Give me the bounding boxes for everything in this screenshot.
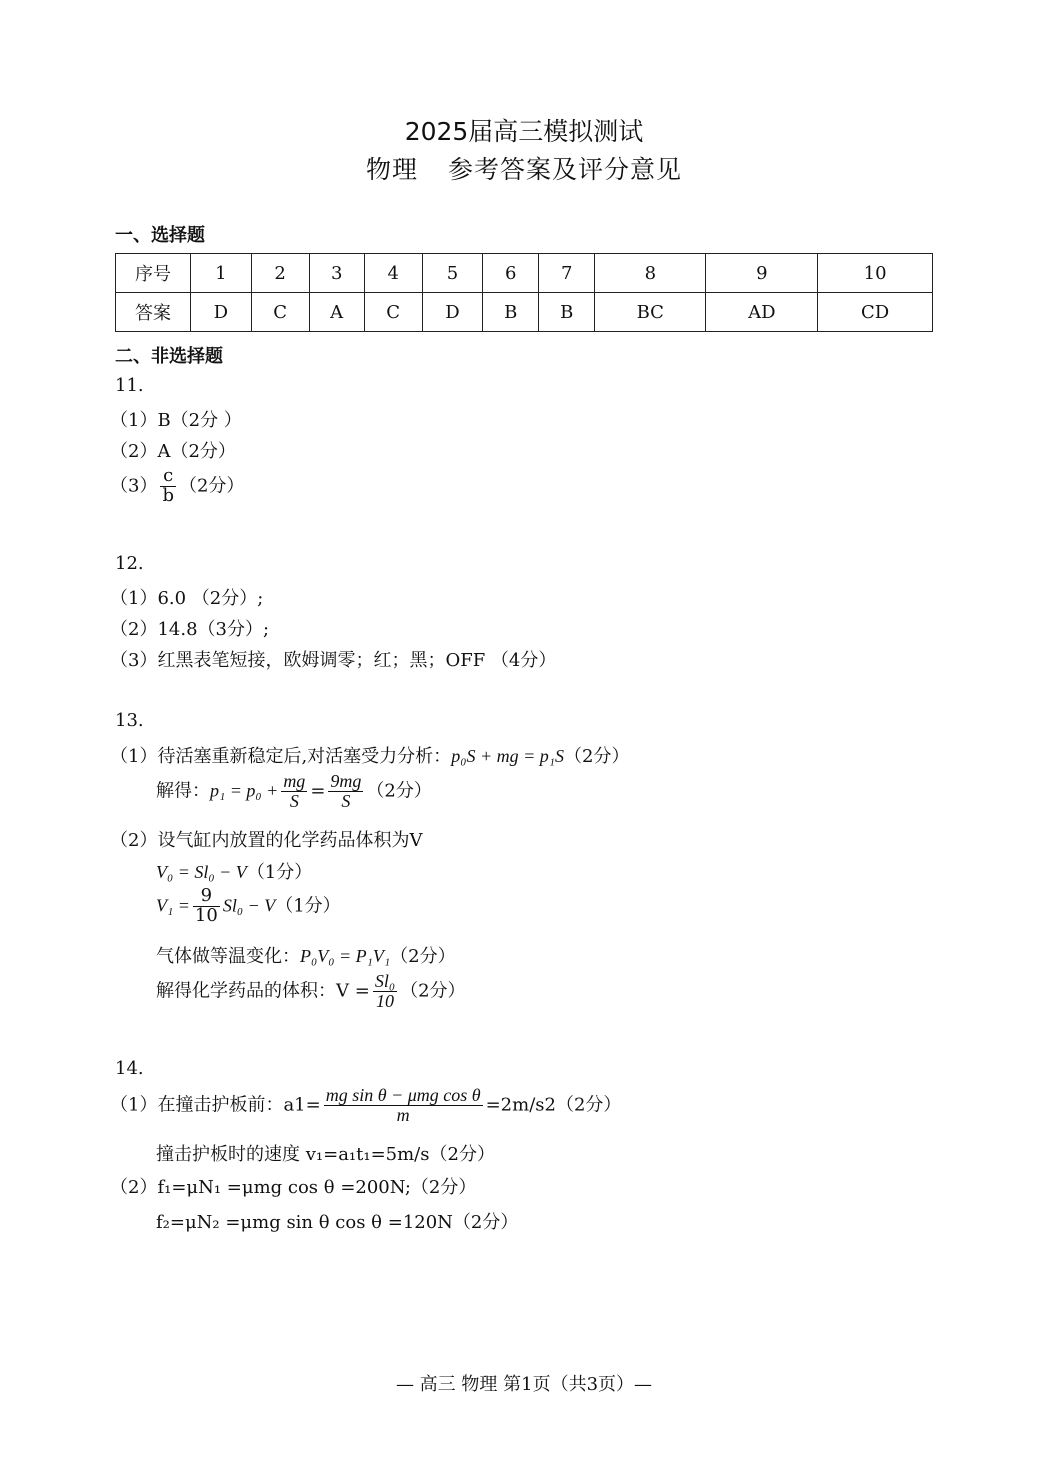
q12-number: 12. — [115, 553, 144, 574]
q13-v0-line — [156, 858, 312, 884]
fraction-denominator: b — [162, 484, 174, 506]
table-cell: 2 — [251, 254, 309, 293]
q13-volume-text: 解得化学药品的体积：V = — [156, 980, 370, 1002]
q13-part1-score: （2分） — [564, 746, 630, 767]
q12-part1: （1）6.0 （2分）; — [110, 588, 264, 609]
q13-isothermal-text: 气体做等温变化： — [156, 946, 300, 967]
table-cell: 7 — [539, 254, 595, 293]
q13-number: 13. — [115, 710, 144, 731]
table-cell: D — [422, 293, 483, 332]
table-cell: D — [191, 293, 252, 332]
table-cell: 9 — [706, 254, 818, 293]
q14-part2a: （2）f₁=μN₁ =μmg cos θ =200N;（2分） — [110, 1177, 477, 1198]
q13-fraction-2 — [328, 772, 363, 811]
row-label-answer: 答案 — [116, 293, 191, 332]
q11-part3-label: （3） — [110, 475, 158, 497]
answer-table — [115, 253, 933, 332]
fraction-numerator: Sl₀ — [374, 971, 396, 991]
q12-part3: （3）红黑表笔短接，欧姆调零；红；黑；OFF （4分） — [110, 650, 557, 671]
fraction-denominator: S — [341, 790, 351, 811]
section2-heading: 二、非选择题 — [115, 346, 223, 367]
table-cell: BC — [595, 293, 706, 332]
fraction-numerator: 9 — [193, 887, 220, 907]
q13-part1-result — [156, 772, 432, 811]
fraction-numerator: 9mg — [330, 771, 362, 791]
q13-v0-score: （1分） — [246, 862, 313, 883]
fraction-denominator: m — [396, 1104, 410, 1125]
table-cell: 4 — [364, 254, 422, 293]
table-cell: A — [309, 293, 364, 332]
q13-fraction-1 — [281, 772, 307, 811]
table-cell: B — [483, 293, 539, 332]
row-label-number: 序号 — [116, 254, 191, 293]
title-subtitle: 参考答案及评分意见 — [448, 155, 683, 184]
q11-part3-score: （2分） — [178, 475, 245, 497]
q11-part2: （2）A（2分） — [110, 441, 236, 462]
table-cell: C — [251, 293, 309, 332]
q14-part2b: f₂=μN₂ =μmg sin θ cos θ =120N（2分） — [156, 1212, 519, 1233]
table-cell: C — [364, 293, 422, 332]
q13-part1-equation: p₀S + mg = p₁S — [451, 746, 564, 766]
section1-heading: 一、选择题 — [115, 225, 205, 246]
table-cell: 10 — [818, 254, 933, 293]
q13-isothermal-line — [156, 942, 456, 968]
q11-part1: （1）B（2分 ） — [110, 410, 242, 431]
q13-v1-line — [156, 887, 341, 926]
q14-part1 — [110, 1086, 621, 1125]
fraction-numerator: mg — [283, 771, 306, 791]
q13-isothermal-equation: P₀V₀ = P₁V₁ — [300, 946, 391, 966]
q13-part2: （2）设气缸内放置的化学药品体积为V — [110, 830, 423, 851]
table-cell: 5 — [422, 254, 483, 293]
table-cell: 1 — [191, 254, 252, 293]
q13-v0-equation: V₀ = Sl₀ − V — [156, 862, 247, 882]
q13-result-score: （2分） — [366, 780, 432, 802]
table-row — [116, 254, 933, 293]
q11-part3 — [110, 467, 244, 506]
q13-result-equals: = — [310, 780, 326, 802]
title-subject: 物理 — [365, 155, 418, 184]
table-cell: 6 — [483, 254, 539, 293]
q12-part2: （2）14.8（3分）; — [110, 619, 270, 640]
q11-fraction — [160, 467, 176, 506]
q13-v1-rhs: Sl₀ − V — [222, 895, 276, 916]
table-cell: AD — [706, 293, 818, 332]
q13-result-label: 解得： — [156, 780, 210, 802]
table-cell: B — [539, 293, 595, 332]
fraction-denominator: 10 — [194, 904, 218, 926]
q13-part1-text: （1）待活塞重新稳定后,对活塞受力分析： — [110, 746, 452, 767]
table-cell: 8 — [595, 254, 706, 293]
q14-velocity: 撞击护板时的速度 v₁=a₁t₁=5m/s（2分） — [156, 1144, 495, 1165]
table-cell: 3 — [309, 254, 364, 293]
q11-number: 11. — [115, 375, 144, 396]
title-line1: 2025届高三模拟测试 — [404, 117, 644, 146]
q13-part1 — [110, 742, 629, 768]
q14-fraction — [324, 1086, 483, 1125]
q13-volume-score: （2分） — [400, 980, 466, 1002]
page-footer: — 高三 物理 第1页（共3页）— — [395, 1374, 653, 1395]
q13-volume-fraction — [373, 972, 397, 1011]
q14-number: 14. — [115, 1058, 144, 1079]
fraction-denominator: 10 — [375, 990, 394, 1011]
q13-isothermal-score: （2分） — [390, 946, 456, 967]
q13-v1-lhs: V₁ = — [156, 895, 190, 916]
q13-volume-line — [156, 972, 466, 1011]
q14-part1-text: （1）在撞击护板前：a1= — [110, 1094, 321, 1116]
fraction-denominator: S — [289, 790, 299, 811]
q13-v1-fraction — [193, 887, 220, 926]
title-line2 — [0, 150, 1048, 186]
table-row — [116, 293, 933, 332]
table-cell: CD — [818, 293, 933, 332]
q14-part1-rhs: =2m/s2（2分） — [485, 1094, 622, 1116]
fraction-numerator: mg sin θ − μmg cos θ — [325, 1085, 481, 1105]
q13-result-lhs: p₁ = p₀ + — [210, 780, 279, 801]
q13-v1-score: （1分） — [275, 895, 341, 917]
fraction-numerator: c — [160, 467, 176, 487]
